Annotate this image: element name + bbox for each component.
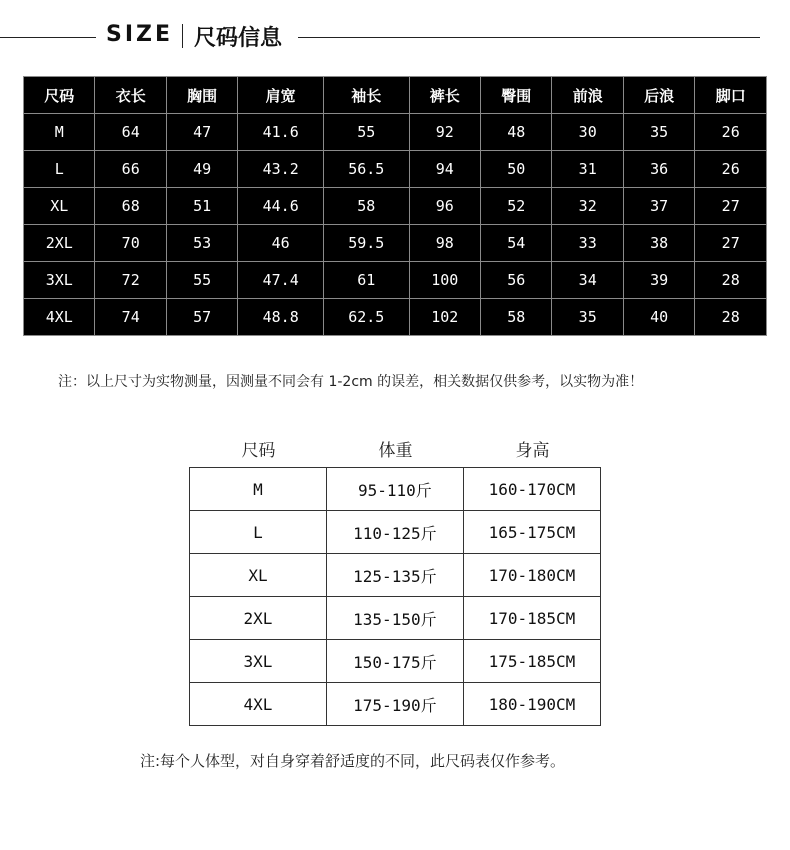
table-cell: 40: [623, 299, 694, 336]
table-cell: 30: [552, 114, 623, 151]
table-row: [190, 554, 601, 597]
table-row: [24, 188, 767, 225]
table-cell: 64: [95, 114, 166, 151]
col-header-back-rise: 后浪: [623, 77, 694, 114]
table-row: [24, 151, 767, 188]
table-cell: 94: [409, 151, 480, 188]
title-divider-right: [298, 37, 760, 38]
table-cell: 47.4: [238, 262, 324, 299]
table-cell: 54: [481, 225, 552, 262]
table-cell: 135-150斤: [326, 597, 463, 640]
table-cell: XL: [190, 554, 327, 597]
table-cell: 2XL: [190, 597, 327, 640]
weight-note: 注:每个人体型，对自身穿着舒适度的不同，此尺码表仅作参考。: [140, 752, 566, 770]
table-cell: 26: [695, 151, 767, 188]
table-cell: 26: [695, 114, 767, 151]
size-title-section: [0, 18, 790, 58]
table-cell: 55: [166, 262, 237, 299]
table-row: [24, 262, 767, 299]
col-header-front-rise: 前浪: [552, 77, 623, 114]
table-cell: 51: [166, 188, 237, 225]
table-cell: 2XL: [24, 225, 95, 262]
table-cell: 180-190CM: [463, 683, 600, 726]
col-header-weight: 体重: [378, 441, 413, 461]
table-cell: 34: [552, 262, 623, 299]
col-header-leg-opening: 脚口: [695, 77, 767, 114]
table-cell: 53: [166, 225, 237, 262]
table-cell: 48.8: [238, 299, 324, 336]
table-cell: 62.5: [323, 299, 409, 336]
table-cell: 125-135斤: [326, 554, 463, 597]
weight-height-table: [189, 467, 601, 726]
table-cell: 28: [695, 262, 767, 299]
table-cell: 170-185CM: [463, 597, 600, 640]
measurement-table: [23, 76, 767, 336]
col-header-size: 尺码: [241, 441, 276, 461]
table-cell: 102: [409, 299, 480, 336]
table-cell: 50: [481, 151, 552, 188]
table-cell: 92: [409, 114, 480, 151]
table-cell: M: [190, 468, 327, 511]
table-cell: 95-110斤: [326, 468, 463, 511]
table-cell: 44.6: [238, 188, 324, 225]
page-title: 尺码信息: [194, 26, 283, 51]
col-header-sleeve: 袖长: [323, 77, 409, 114]
col-header-size: 尺码: [24, 77, 95, 114]
table-cell: 3XL: [190, 640, 327, 683]
table-cell: 160-170CM: [463, 468, 600, 511]
table-cell: 3XL: [24, 262, 95, 299]
table-cell: 59.5: [323, 225, 409, 262]
table-cell: 38: [623, 225, 694, 262]
table-cell: 56: [481, 262, 552, 299]
table-cell: 98: [409, 225, 480, 262]
table-row: [24, 114, 767, 151]
table-cell: 49: [166, 151, 237, 188]
table-cell: 31: [552, 151, 623, 188]
table-cell: 61: [323, 262, 409, 299]
col-header-shoulder: 肩宽: [238, 77, 324, 114]
measurement-note: 注：以上尺寸为实物测量，因测量不同会有 1-2cm 的误差，相关数据仅供参考，以实物为准！: [58, 374, 644, 390]
table-cell: 35: [552, 299, 623, 336]
table-cell: XL: [24, 188, 95, 225]
table-cell: 70: [95, 225, 166, 262]
table-cell: 175-185CM: [463, 640, 600, 683]
col-header-chest: 胸围: [166, 77, 237, 114]
table-cell: 110-125斤: [326, 511, 463, 554]
table-cell: 57: [166, 299, 237, 336]
col-header-pants-length: 裤长: [409, 77, 480, 114]
table-cell: 27: [695, 225, 767, 262]
col-header-hip: 臀围: [481, 77, 552, 114]
table-cell: 33: [552, 225, 623, 262]
table-cell: 46: [238, 225, 324, 262]
col-header-length: 衣长: [95, 77, 166, 114]
table-cell: 47: [166, 114, 237, 151]
table-cell: 43.2: [238, 151, 324, 188]
table-cell: 58: [323, 188, 409, 225]
table-row: [190, 683, 601, 726]
table-row: [24, 225, 767, 262]
table-cell: 96: [409, 188, 480, 225]
table-cell: 39: [623, 262, 694, 299]
table-cell: 175-190斤: [326, 683, 463, 726]
table-cell: 150-175斤: [326, 640, 463, 683]
table-cell: 68: [95, 188, 166, 225]
table-cell: 52: [481, 188, 552, 225]
table-row: [190, 468, 601, 511]
table-cell: 72: [95, 262, 166, 299]
table-cell: 56.5: [323, 151, 409, 188]
table-cell: L: [190, 511, 327, 554]
table-cell: 35: [623, 114, 694, 151]
table-row: [190, 597, 601, 640]
weight-table-headers: [190, 436, 601, 460]
table-cell: 165-175CM: [463, 511, 600, 554]
table-cell: 170-180CM: [463, 554, 600, 597]
table-cell: L: [24, 151, 95, 188]
table-cell: 32: [552, 188, 623, 225]
table-cell: 28: [695, 299, 767, 336]
table-cell: 41.6: [238, 114, 324, 151]
size-label: SIZE: [106, 22, 174, 47]
table-cell: 4XL: [24, 299, 95, 336]
table-row: [190, 511, 601, 554]
table-cell: 27: [695, 188, 767, 225]
table-cell: 37: [623, 188, 694, 225]
measurement-header-row: [24, 77, 767, 114]
title-separator: [182, 24, 183, 48]
col-header-height: 身高: [515, 441, 550, 461]
title-divider-left: [0, 37, 96, 38]
table-cell: 74: [95, 299, 166, 336]
table-cell: 36: [623, 151, 694, 188]
table-cell: 48: [481, 114, 552, 151]
table-cell: 100: [409, 262, 480, 299]
table-cell: 4XL: [190, 683, 327, 726]
table-row: [190, 640, 601, 683]
table-cell: 55: [323, 114, 409, 151]
table-cell: 58: [481, 299, 552, 336]
table-cell: M: [24, 114, 95, 151]
table-cell: 66: [95, 151, 166, 188]
table-row: [24, 299, 767, 336]
